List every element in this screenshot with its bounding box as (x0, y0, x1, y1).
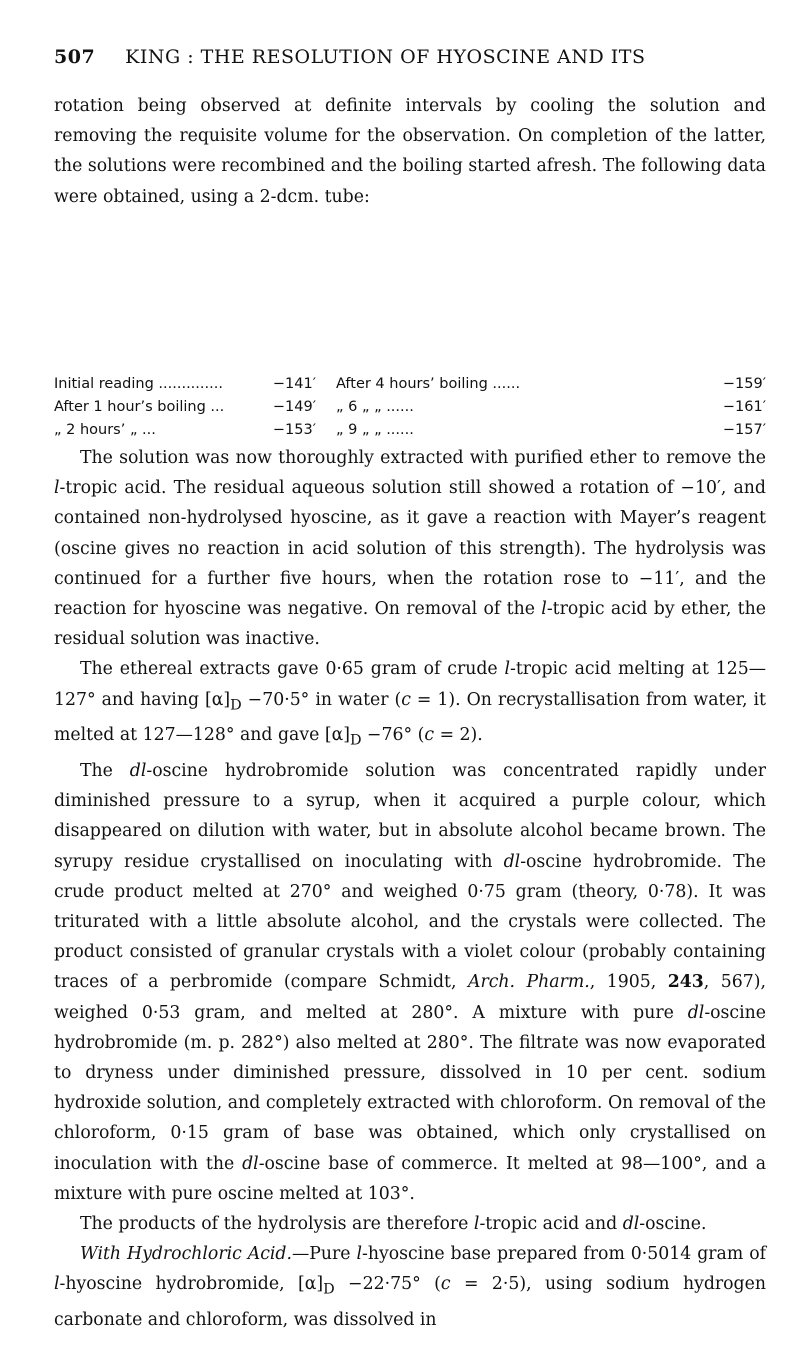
table-row (54, 372, 766, 395)
paragraph-oscine-hydrobromide: The dl-oscine hydrobromide solution was concentrated rapidly under diminished pressure to a syrup, when it acquired a purple colour, which disappeared on dilution with water, but in absolute alcohol became brown. The syrupy residue crystallised on inoculating with dl-oscine hydrobromide. The crude product melted at 270° and weighed 0·75 gram (theory, 0·78). It was triturated with a little absolute alcohol, and the crystals were collected. The product consisted of granular crystals with a violet colour (probably containing traces of a perbromide (compare Schmidt, Arch. Pharm., 1905, 243, 567), weighed 0·53 gram, and melted at 280°. A mixture with pure dl-oscine hydrobromide (m. p. 282°) also melted at 280°. The filtrate was now evaporated to dryness under diminished pressure, dissolved in 10 per cent. sodium hydroxide solution, and completely extracted with chloroform. On removal of the chloroform, 0·15 gram of base was obtained, which only crystallised on inoculation with the dl-oscine base of commerce. It melted at 98—100°, and a mixture with pure oscine melted at 103°. (54, 760, 766, 1204)
reading-value: −157′ (722, 421, 766, 438)
volume-number: 243 (667, 972, 704, 993)
table-row (54, 395, 766, 418)
reading-value: −141′ (272, 375, 316, 392)
paragraph-hydrochloric-acid: With Hydrochloric Acid.—Pure l-hyoscine base prepared from 0·5014 gram of l-hyoscine hydrobromide, $[\alpha]_D -22\cdot 75^\circ$ (c = 2·5), using sodium hydrogen carbonate and chloroform, was dissolved in (54, 1244, 767, 1331)
reading-label: After 4 hours’ boiling ...... (336, 375, 521, 392)
reading-value: −159′ (722, 375, 766, 392)
readings-table (54, 372, 766, 441)
main-text (54, 443, 766, 1335)
reading-label: „ 2 hours’ „ ... (54, 421, 156, 438)
page-number: 507 (54, 46, 96, 68)
paragraph-extraction: The solution was now thoroughly extracted with purified ether to remove the l-tropic acid. The residual aqueous solution still showed a rotation of −10′, and contained non-hydrolysed hyoscine, as it gave a reaction with Mayer’s reagent (oscine gives no reaction in acid solution of this strength). The hydrolysis was continued for a further five hours, when the rotation rose to −11′, and the reaction for hyoscine was negative. On removal of the l-tropic acid by ether, the residual solution was inactive. (54, 448, 766, 650)
running-title: KING : THE RESOLUTION OF HYOSCINE AND ITS (125, 46, 646, 68)
paragraph-products: The products of the hydrolysis are therefore l-tropic acid and dl-oscine. (80, 1213, 707, 1234)
reading-label: Initial reading .............. (54, 375, 223, 392)
intro-text (54, 91, 766, 212)
reading-label: „ 9 „ „ ...... (336, 421, 414, 438)
reading-label: „ 6 „ „ ...... (336, 398, 414, 415)
table-row (54, 418, 766, 441)
reading-value: −161′ (722, 398, 766, 415)
reading-label: After 1 hour’s boiling ... (54, 398, 225, 415)
running-head (54, 46, 754, 68)
intro-paragraph: rotation being observed at definite intervals by cooling the solution and removing the requisite volume for the observation. On completion of the latter, the solutions were recombined and the boiling started afresh. The following data were obtained, using a 2-dcm. tube: (54, 96, 766, 207)
paragraph-tropic-acid: The ethereal extracts gave 0·65 gram of crude l-tropic acid melting at 125—127° and having $[\alpha]_D -70\cdot 5^\circ$ in water (c = 1). On recrystallisation from water, it melted at 127—128° and gave $[\alpha]_D -76^\circ$ (c = 2). (54, 659, 767, 749)
journal-citation: Arch. Pharm. (467, 972, 590, 993)
section-heading: With Hydrochloric Acid. (80, 1244, 292, 1265)
reading-value: −153′ (272, 421, 316, 438)
reading-value: −149′ (272, 398, 316, 415)
